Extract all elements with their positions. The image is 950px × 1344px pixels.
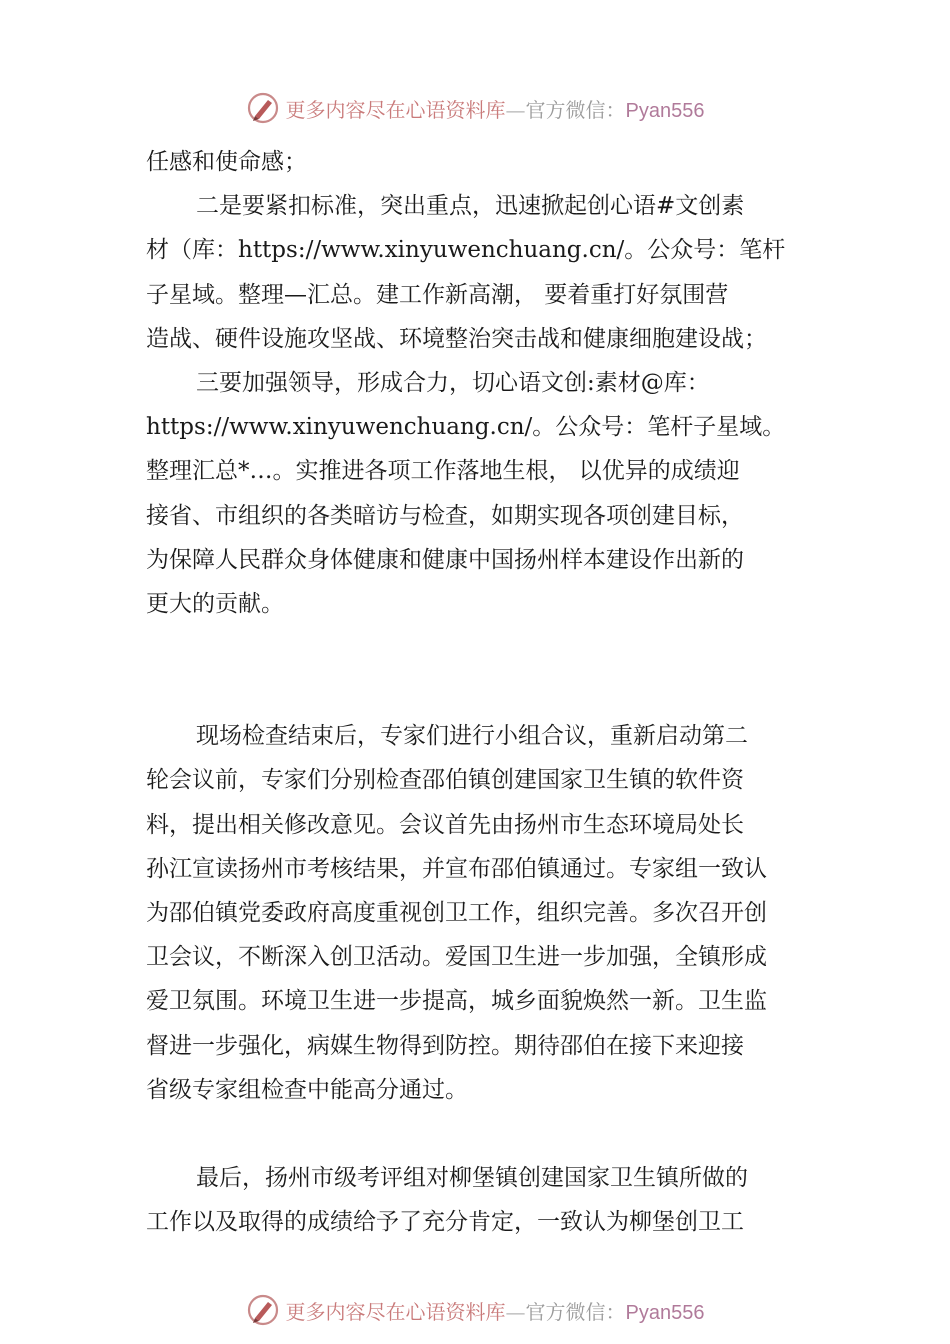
pen-logo-icon bbox=[246, 91, 280, 125]
paragraph-inspection-result bbox=[146, 714, 826, 1112]
text-line: 材（库：https://www.xinyuwenchuang.cn/。公众号：笔杆 bbox=[146, 237, 786, 264]
banner-text bbox=[286, 1296, 705, 1325]
text-line: 三要加强领导，形成合力，切心语文创:素材@库： bbox=[196, 370, 710, 397]
text-line: 现场检查结束后，专家们进行小组合议，重新启动第二 bbox=[196, 723, 748, 750]
text-line: 子星域。整理—汇总。建工作新高潮， 要着重打好氛围营 bbox=[146, 281, 729, 308]
text-line: 料，提出相关修改意见。会议首先由扬州市生态环境局处长 bbox=[146, 811, 744, 838]
text-line: 督进一步强化，病媒生物得到防控。期待邵伯在接下来迎接 bbox=[146, 1032, 744, 1059]
banner-text bbox=[286, 94, 705, 123]
text-line: 更大的贡献。 bbox=[146, 591, 284, 618]
text-line: 为邵伯镇党委政府高度重视创卫工作，组织完善。多次召开创 bbox=[146, 900, 767, 927]
paragraph-final bbox=[146, 1156, 826, 1244]
header-watermark-banner bbox=[0, 88, 950, 128]
text-line: 整理汇总*…。实推进各项工作落地生根， 以优异的成绩迎 bbox=[146, 458, 740, 485]
text-line: 爱卫氛围。环境卫生进一步提高，城乡面貌焕然一新。卫生监 bbox=[146, 988, 767, 1015]
footer-watermark-banner bbox=[0, 1290, 950, 1330]
document-body bbox=[146, 140, 826, 1244]
paragraph-point-three bbox=[146, 361, 826, 626]
paragraph-spacer bbox=[146, 626, 826, 714]
text-line: 最后，扬州市级考评组对柳堡镇创建国家卫生镇所做的 bbox=[196, 1165, 748, 1192]
banner-main-text: 更多内容尽在心语资料库 bbox=[285, 1299, 506, 1324]
text-line: 任感和使命感； bbox=[146, 149, 307, 175]
paragraph-point-two bbox=[146, 184, 826, 361]
banner-wechat-label: 官方微信： bbox=[525, 1299, 626, 1324]
paragraph-continuation bbox=[146, 140, 826, 184]
banner-wechat-id: Pyan556 bbox=[625, 1301, 705, 1324]
text-line: 省级专家组检查中能高分通过。 bbox=[146, 1076, 468, 1103]
text-line: https://www.xinyuwenchuang.cn/。公众号：笔杆子星域。 bbox=[146, 414, 786, 441]
text-line: 卫会议，不断深入创卫活动。爱国卫生进一步加强，全镇形成 bbox=[146, 944, 767, 971]
text-line: 二是要紧扣标准，突出重点，迅速掀起创心语#文创素 bbox=[196, 193, 745, 220]
text-line: 造战、硬件设施攻坚战、环境整治突击战和健康细胞建设战； bbox=[146, 325, 767, 352]
banner-wechat-label: 官方微信： bbox=[525, 97, 626, 122]
text-line: 接省、市组织的各类暗访与检查，如期实现各项创建目标， bbox=[146, 502, 744, 529]
text-line: 工作以及取得的成绩给予了充分肯定，一致认为柳堡创卫工 bbox=[146, 1209, 744, 1236]
text-line: 为保障人民群众身体健康和健康中国扬州样本建设作出新的 bbox=[146, 546, 744, 573]
text-line: 孙江宣读扬州市考核结果，并宣布邵伯镇通过。专家组一致认 bbox=[146, 855, 767, 882]
banner-main-text: 更多内容尽在心语资料库 bbox=[285, 97, 506, 122]
pen-logo-icon bbox=[246, 1293, 280, 1327]
paragraph-spacer bbox=[146, 1112, 826, 1156]
banner-wechat-id: Pyan556 bbox=[625, 99, 705, 122]
banner-separator: — bbox=[505, 1299, 526, 1324]
banner-separator: — bbox=[505, 97, 526, 122]
text-line: 轮会议前，专家们分别检查邵伯镇创建国家卫生镇的软件资 bbox=[146, 767, 744, 794]
